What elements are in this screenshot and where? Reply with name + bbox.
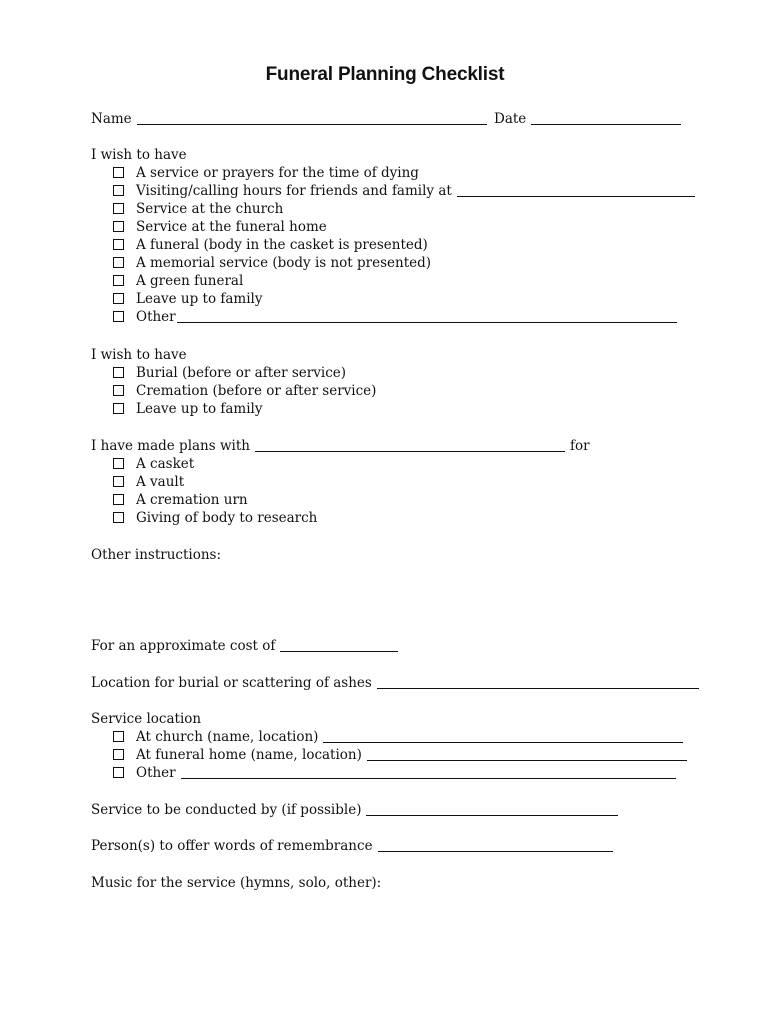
location-burial-label: Location for burial or scattering of ashes xyxy=(91,675,372,691)
checklist-item xyxy=(113,746,687,764)
item-label: A service or prayers for the time of dying xyxy=(136,165,419,181)
conducted-by-row xyxy=(91,801,618,819)
conducted-by-field[interactable] xyxy=(366,802,618,816)
remembrance-label: Person(s) to offer words of remembrance xyxy=(91,838,373,854)
item-label: Leave up to family xyxy=(136,291,263,307)
other-instructions-label: Other instructions: xyxy=(91,547,222,563)
item-label: Giving of body to research xyxy=(136,510,318,526)
item-label: A memorial service (body is not presented) xyxy=(136,255,432,271)
remembrance-field[interactable] xyxy=(378,838,613,852)
checkbox[interactable] xyxy=(113,385,124,396)
item-label: Service at the church xyxy=(136,201,284,217)
checkbox[interactable] xyxy=(113,203,124,214)
item-label: Leave up to family xyxy=(136,401,263,417)
item-label: Burial (before or after service) xyxy=(136,365,347,381)
checkbox[interactable] xyxy=(113,749,124,760)
item-label: A vault xyxy=(136,474,185,490)
checklist-item xyxy=(113,473,184,491)
date-field[interactable] xyxy=(531,111,681,125)
checkbox[interactable] xyxy=(113,767,124,778)
checkbox[interactable] xyxy=(113,221,124,232)
item-label: At funeral home (name, location) xyxy=(136,747,362,763)
checklist-item xyxy=(113,728,683,746)
service-location-heading: Service location xyxy=(91,711,202,727)
checklist-item xyxy=(113,182,695,200)
plans-row xyxy=(91,437,590,455)
checkbox[interactable] xyxy=(113,275,124,286)
name-field[interactable] xyxy=(137,111,487,125)
item-label: A green funeral xyxy=(136,273,244,289)
item-label: Visiting/calling hours for friends and family at xyxy=(136,183,452,199)
approx-cost-field[interactable] xyxy=(280,638,398,652)
name-label: Name xyxy=(91,111,132,127)
checkbox[interactable] xyxy=(113,512,124,523)
item-label: Service at the funeral home xyxy=(136,219,327,235)
plans-label: I have made plans with xyxy=(91,438,250,454)
checkbox[interactable] xyxy=(113,731,124,742)
item-label: Other xyxy=(136,765,176,781)
section2-heading: I wish to have xyxy=(91,347,187,363)
name-row xyxy=(91,110,487,128)
item-label: A cremation urn xyxy=(136,492,248,508)
checklist-item xyxy=(113,164,419,182)
checkbox[interactable] xyxy=(113,403,124,414)
item-label: Cremation (before or after service) xyxy=(136,383,377,399)
checklist-item xyxy=(113,382,376,400)
approx-cost-label: For an approximate cost of xyxy=(91,638,276,654)
church-location-field[interactable] xyxy=(323,729,683,743)
checklist-item xyxy=(113,764,676,782)
music-label: Music for the service (hymns, solo, other): xyxy=(91,875,382,891)
plans-for-label: for xyxy=(569,438,590,454)
date-label: Date xyxy=(494,111,527,127)
checklist-item xyxy=(113,509,317,527)
checkbox[interactable] xyxy=(113,185,124,196)
checklist-item xyxy=(113,218,327,236)
funeral-home-location-field[interactable] xyxy=(367,747,687,761)
item-label: Other xyxy=(136,309,176,325)
checklist-item xyxy=(113,308,677,326)
checklist-item xyxy=(113,455,194,473)
checkbox[interactable] xyxy=(113,476,124,487)
plans-with-field[interactable] xyxy=(255,438,565,452)
checkbox[interactable] xyxy=(113,494,124,505)
checklist-item xyxy=(113,290,263,308)
conducted-by-label: Service to be conducted by (if possible) xyxy=(91,802,362,818)
checkbox[interactable] xyxy=(113,239,124,250)
checkbox[interactable] xyxy=(113,167,124,178)
checkbox[interactable] xyxy=(113,257,124,268)
other-field[interactable] xyxy=(177,309,677,323)
item-label: A funeral (body in the casket is presented) xyxy=(136,237,428,253)
visiting-hours-field[interactable] xyxy=(457,183,695,197)
checklist-item xyxy=(113,400,263,418)
location-burial-row xyxy=(91,674,699,692)
approx-cost-row xyxy=(91,637,398,655)
checklist-item xyxy=(113,236,428,254)
item-label: At church (name, location) xyxy=(136,729,319,745)
checklist-item xyxy=(113,272,243,290)
other-location-field[interactable] xyxy=(181,765,676,779)
section1-heading: I wish to have xyxy=(91,147,187,163)
checkbox[interactable] xyxy=(113,293,124,304)
checklist-item xyxy=(113,200,283,218)
page-title: Funeral Planning Checklist xyxy=(265,64,505,85)
checklist-item xyxy=(113,364,346,382)
item-label: A casket xyxy=(136,456,195,472)
checklist-item xyxy=(113,491,248,509)
checkbox[interactable] xyxy=(113,367,124,378)
checklist-item xyxy=(113,254,431,272)
location-burial-field[interactable] xyxy=(377,675,699,689)
checkbox[interactable] xyxy=(113,311,124,322)
date-row xyxy=(494,110,681,128)
remembrance-row xyxy=(91,837,613,855)
checkbox[interactable] xyxy=(113,458,124,469)
